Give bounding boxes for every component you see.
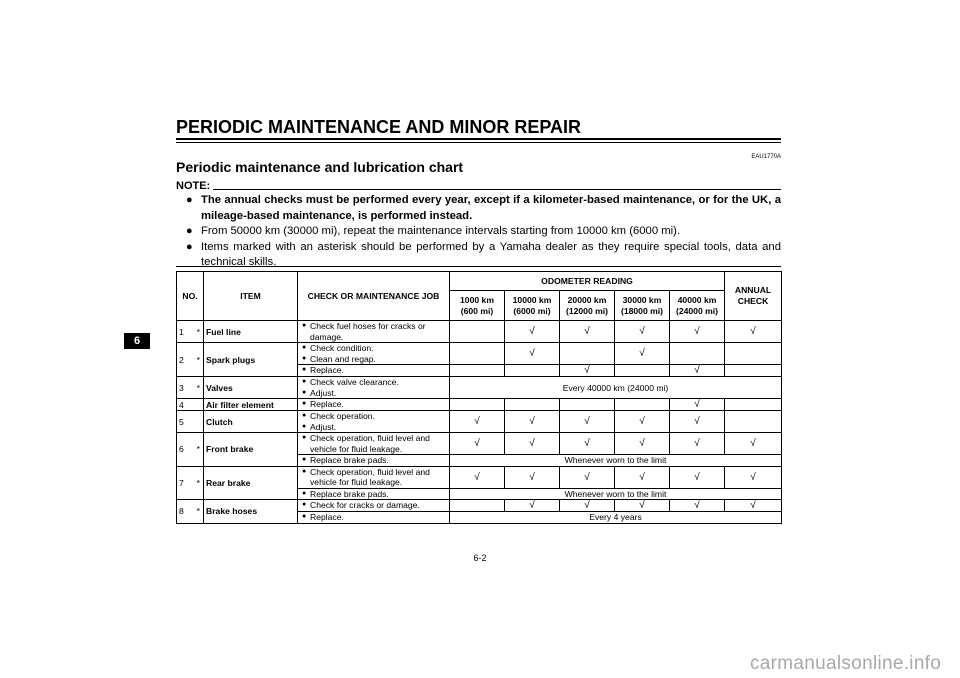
- bullet-icon: ●: [302, 513, 307, 520]
- job-bullet: ● Replace.: [302, 365, 344, 376]
- bullet-icon: ●: [302, 400, 307, 408]
- bullet-icon: ●: [302, 501, 307, 509]
- bullet-icon: ●: [302, 456, 307, 463]
- annual-check-mark: [725, 343, 782, 365]
- job-bullet: ● Check for cracks or damage.: [302, 500, 420, 511]
- asterisk-mark: *: [194, 433, 204, 467]
- check-mark: √: [450, 466, 505, 488]
- header-job: CHECK OR MAINTENANCE JOB: [298, 272, 450, 321]
- check-mark: √: [615, 466, 670, 488]
- page-number: 6-2: [473, 553, 487, 563]
- table-row: [177, 500, 782, 512]
- page-header-title: PERIODIC MAINTENANCE AND MINOR REPAIR: [176, 117, 582, 137]
- bullet-icon: ●: [186, 225, 193, 237]
- check-mark: [560, 343, 615, 365]
- row-number: 5: [177, 411, 194, 433]
- note-label: NOTE:: [176, 180, 211, 192]
- maintenance-job: [298, 433, 450, 455]
- check-mark: [560, 399, 615, 411]
- maintenance-chart: [176, 271, 782, 524]
- job-bullet: ● Replace brake pads.: [302, 488, 389, 499]
- bullet-icon: ●: [302, 344, 307, 351]
- item-name: Brake hoses: [204, 500, 298, 524]
- asterisk-mark: *: [194, 500, 204, 524]
- maintenance-job: [298, 512, 450, 524]
- note-bullets: [176, 193, 781, 271]
- bullet-icon: ●: [302, 378, 307, 385]
- check-mark: √: [670, 365, 725, 377]
- check-mark: √: [560, 433, 615, 455]
- bullet-icon: ●: [302, 412, 307, 419]
- check-mark: √: [450, 433, 505, 455]
- annual-check-mark: √: [725, 466, 782, 488]
- maintenance-job: [298, 411, 450, 433]
- note-rule: [213, 189, 781, 190]
- note-bullet: ● From 50000 km (30000 mi), repeat the maintenance intervals starting from 10000 km (6000 mi).: [176, 224, 781, 240]
- header-interval: 20000 km (12000 mi): [560, 291, 615, 321]
- bullet-icon: ●: [302, 467, 307, 475]
- check-mark: [450, 343, 505, 365]
- maintenance-job: [298, 365, 450, 377]
- table-row: [177, 466, 782, 488]
- bullet-icon: ●: [302, 489, 307, 497]
- section-title: Periodic maintenance and lubrication chart: [176, 159, 464, 175]
- check-mark: √: [615, 321, 670, 343]
- check-mark: [505, 399, 560, 411]
- row-number: 8: [177, 500, 194, 524]
- note-bullet: ● Items marked with an asterisk should be performed by a Yamaha dealer as they require special tools, data and technical skills.: [186, 240, 781, 268]
- check-mark: √: [670, 399, 725, 411]
- check-mark: √: [670, 500, 725, 512]
- maintenance-job: [298, 343, 450, 365]
- bullet-icon: ●: [302, 388, 307, 396]
- annual-check-mark: √: [725, 321, 782, 343]
- maintenance-job: [298, 466, 450, 488]
- document-code: EAU1770A: [751, 154, 781, 160]
- header-annual: ANNUAL CHECK: [725, 272, 782, 321]
- job-bullet: ● Check valve clearance.: [302, 377, 399, 387]
- check-mark: √: [615, 343, 670, 365]
- check-mark: √: [670, 321, 725, 343]
- check-mark: √: [505, 343, 560, 365]
- annual-check-mark: [725, 365, 782, 377]
- maintenance-job: [298, 399, 450, 411]
- check-mark: [450, 365, 505, 377]
- check-mark: √: [505, 411, 560, 433]
- interval-note: Whenever worn to the limit: [450, 488, 782, 500]
- row-number: 7: [177, 466, 194, 500]
- bullet-icon: ●: [302, 422, 307, 430]
- header-odometer: ODOMETER READING: [450, 272, 725, 291]
- check-mark: √: [505, 466, 560, 488]
- annual-check-mark: √: [725, 500, 782, 512]
- watermark: carmanualsonline.info: [750, 653, 942, 674]
- table-row: [177, 399, 782, 411]
- note-end-rule: [176, 266, 781, 267]
- bullet-icon: ●: [186, 194, 193, 206]
- check-mark: [450, 399, 505, 411]
- asterisk-mark: [194, 399, 204, 411]
- annual-check-mark: √: [725, 433, 782, 455]
- maintenance-job: [298, 488, 450, 500]
- header-rule: [176, 138, 781, 140]
- job-bullet: ● Check fuel hoses for cracks or damage.: [302, 321, 426, 342]
- bullet-icon: ●: [302, 434, 307, 441]
- check-mark: √: [505, 321, 560, 343]
- note-bullet: ● The annual checks must be performed every year, except if a kilometer-based maintenance, or for the UK, a mileage-based maintenance, is performed instead.: [186, 194, 781, 222]
- job-bullet: ● Replace.: [302, 512, 344, 522]
- check-mark: √: [560, 411, 615, 433]
- item-name: Fuel line: [204, 321, 298, 343]
- interval-note: Every 4 years: [450, 512, 782, 524]
- item-name: Air filter element: [204, 399, 298, 411]
- row-number: 4: [177, 399, 194, 411]
- check-mark: √: [615, 411, 670, 433]
- interval-note: Whenever worn to the limit: [450, 455, 782, 467]
- check-mark: √: [615, 433, 670, 455]
- table-row: [177, 343, 782, 365]
- maintenance-job: [298, 377, 450, 399]
- check-mark: [450, 321, 505, 343]
- check-mark: √: [670, 433, 725, 455]
- asterisk-mark: *: [194, 343, 204, 377]
- job-bullet: ● Clean and regap.: [302, 353, 376, 364]
- header-interval: 10000 km (6000 mi): [505, 291, 560, 321]
- asterisk-mark: *: [194, 321, 204, 343]
- job-bullet: ● Replace brake pads.: [302, 455, 389, 465]
- maintenance-job: [298, 321, 450, 343]
- maintenance-job: [298, 500, 450, 512]
- asterisk-mark: *: [194, 377, 204, 399]
- bullet-icon: ●: [302, 366, 307, 374]
- check-mark: [615, 365, 670, 377]
- row-number: 2: [177, 343, 194, 377]
- check-mark: √: [560, 321, 615, 343]
- header-interval: 1000 km (600 mi): [450, 291, 505, 321]
- job-bullet: ● Check operation, fluid level and vehicle for fluid leakage.: [302, 466, 430, 487]
- item-name: Front brake: [204, 433, 298, 467]
- row-number: 3: [177, 377, 194, 399]
- check-mark: √: [670, 466, 725, 488]
- header-no: NO.: [177, 272, 204, 321]
- asterisk-mark: [194, 411, 204, 433]
- check-mark: √: [560, 466, 615, 488]
- table-row: [177, 321, 782, 343]
- check-mark: √: [670, 411, 725, 433]
- item-name: Spark plugs: [204, 343, 298, 377]
- maintenance-job: [298, 455, 450, 467]
- job-bullet: ● Check operation, fluid level and vehicle for fluid leakage.: [302, 433, 430, 454]
- job-bullet: ● Replace.: [302, 399, 344, 410]
- job-bullet: ● Adjust.: [302, 387, 337, 398]
- check-mark: [450, 500, 505, 512]
- job-bullet: ● Adjust.: [302, 421, 337, 432]
- item-name: Valves: [204, 377, 298, 399]
- header-item: ITEM: [204, 272, 298, 321]
- header-interval: 40000 km (24000 mi): [670, 291, 725, 321]
- bullet-icon: ●: [186, 240, 193, 253]
- table-row: [177, 377, 782, 399]
- interval-note: Every 40000 km (24000 mi): [450, 377, 782, 399]
- check-mark: √: [560, 365, 615, 377]
- check-mark: √: [615, 500, 670, 512]
- row-number: 1: [177, 321, 194, 343]
- check-mark: √: [505, 433, 560, 455]
- asterisk-mark: *: [194, 466, 204, 500]
- bullet-icon: ●: [302, 322, 307, 329]
- header-row: [177, 272, 782, 291]
- item-name: Rear brake: [204, 466, 298, 500]
- check-mark: [505, 365, 560, 377]
- bullet-icon: ●: [302, 354, 307, 362]
- check-mark: [670, 343, 725, 365]
- table-row: [177, 433, 782, 455]
- check-mark: √: [450, 411, 505, 433]
- check-mark: [615, 399, 670, 411]
- job-bullet: ● Check operation.: [302, 411, 375, 421]
- check-mark: √: [560, 500, 615, 512]
- item-name: Clutch: [204, 411, 298, 433]
- row-number: 6: [177, 433, 194, 467]
- chapter-tab: 6: [124, 333, 150, 349]
- header-rule-thin: [176, 142, 781, 143]
- table-row: [177, 411, 782, 433]
- annual-check-mark: [725, 411, 782, 433]
- check-mark: √: [505, 500, 560, 512]
- annual-check-mark: [725, 399, 782, 411]
- header-interval: 30000 km (18000 mi): [615, 291, 670, 321]
- job-bullet: ● Check condition.: [302, 343, 374, 353]
